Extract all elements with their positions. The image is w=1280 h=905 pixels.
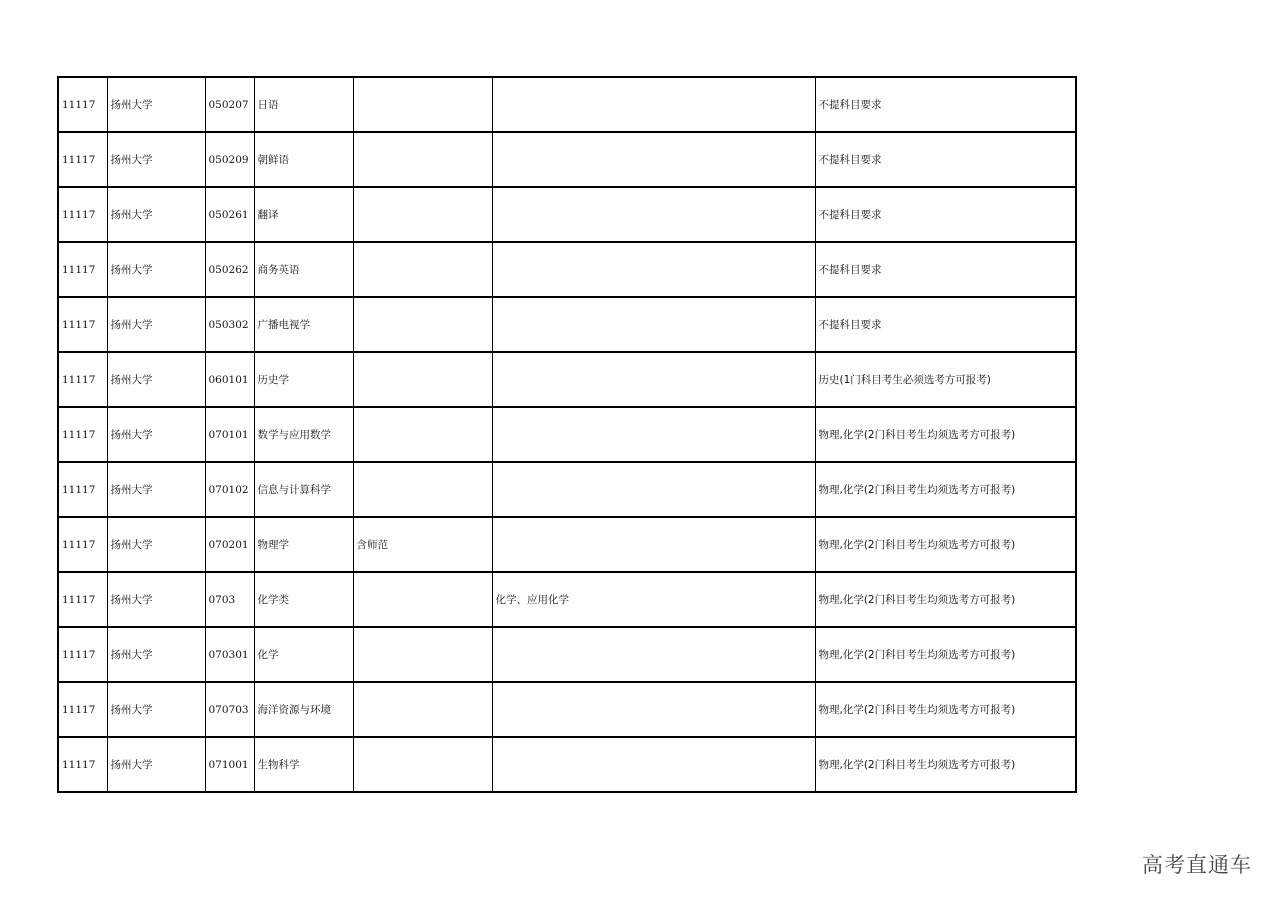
includes-majors-cell bbox=[492, 352, 815, 407]
school-name-cell: 扬州大学 bbox=[107, 132, 205, 187]
major-name-cell: 朝鲜语 bbox=[254, 132, 353, 187]
table-row bbox=[58, 297, 1076, 352]
subject-requirement-cell: 不提科目要求 bbox=[815, 187, 1076, 242]
includes-majors-cell bbox=[492, 242, 815, 297]
school-code-cell: 11117 bbox=[58, 132, 107, 187]
major-name-cell: 化学类 bbox=[254, 572, 353, 627]
includes-majors-cell bbox=[492, 297, 815, 352]
subject-requirement-cell: 物理,化学(2门科目考生均须选考方可报考) bbox=[815, 517, 1076, 572]
major-name-cell: 海洋资源与环境 bbox=[254, 682, 353, 737]
subject-requirement-cell: 不提科目要求 bbox=[815, 77, 1076, 132]
major-code-cell: 070101 bbox=[205, 407, 254, 462]
subject-requirement-cell: 物理,化学(2门科目考生均须选考方可报考) bbox=[815, 737, 1076, 792]
major-code-cell: 050302 bbox=[205, 297, 254, 352]
major-code-cell: 070201 bbox=[205, 517, 254, 572]
major-code-cell: 050262 bbox=[205, 242, 254, 297]
subject-requirement-cell: 物理,化学(2门科目考生均须选考方可报考) bbox=[815, 627, 1076, 682]
includes-majors-cell: 化学、应用化学 bbox=[492, 572, 815, 627]
major-name-cell: 生物科学 bbox=[254, 737, 353, 792]
includes-majors-cell bbox=[492, 737, 815, 792]
school-name-cell: 扬州大学 bbox=[107, 407, 205, 462]
table-row bbox=[58, 407, 1076, 462]
major-name-cell: 广播电视学 bbox=[254, 297, 353, 352]
table-row bbox=[58, 572, 1076, 627]
note-cell bbox=[353, 297, 492, 352]
note-cell bbox=[353, 77, 492, 132]
major-code-cell: 050209 bbox=[205, 132, 254, 187]
subject-requirement-cell: 历史(1门科目考生必须选考方可报考) bbox=[815, 352, 1076, 407]
major-name-cell: 信息与计算科学 bbox=[254, 462, 353, 517]
school-code-cell: 11117 bbox=[58, 682, 107, 737]
admission-requirements-table bbox=[57, 76, 1077, 793]
subject-requirement-cell: 物理,化学(2门科目考生均须选考方可报考) bbox=[815, 572, 1076, 627]
note-cell bbox=[353, 462, 492, 517]
note-cell bbox=[353, 187, 492, 242]
school-code-cell: 11117 bbox=[58, 77, 107, 132]
school-code-cell: 11117 bbox=[58, 187, 107, 242]
school-code-cell: 11117 bbox=[58, 737, 107, 792]
major-code-cell: 070301 bbox=[205, 627, 254, 682]
major-code-cell: 070703 bbox=[205, 682, 254, 737]
major-name-cell: 日语 bbox=[254, 77, 353, 132]
includes-majors-cell bbox=[492, 132, 815, 187]
school-name-cell: 扬州大学 bbox=[107, 682, 205, 737]
school-name-cell: 扬州大学 bbox=[107, 627, 205, 682]
table-row bbox=[58, 627, 1076, 682]
note-cell bbox=[353, 627, 492, 682]
table-body bbox=[58, 77, 1076, 792]
subject-requirement-cell: 不提科目要求 bbox=[815, 242, 1076, 297]
note-cell: 含师范 bbox=[353, 517, 492, 572]
school-code-cell: 11117 bbox=[58, 572, 107, 627]
major-name-cell: 化学 bbox=[254, 627, 353, 682]
major-name-cell: 物理学 bbox=[254, 517, 353, 572]
school-name-cell: 扬州大学 bbox=[107, 737, 205, 792]
school-code-cell: 11117 bbox=[58, 242, 107, 297]
table-row bbox=[58, 517, 1076, 572]
school-code-cell: 11117 bbox=[58, 407, 107, 462]
table-row bbox=[58, 352, 1076, 407]
major-name-cell: 历史学 bbox=[254, 352, 353, 407]
school-name-cell: 扬州大学 bbox=[107, 352, 205, 407]
major-code-cell: 070102 bbox=[205, 462, 254, 517]
school-code-cell: 11117 bbox=[58, 517, 107, 572]
major-code-cell: 050261 bbox=[205, 187, 254, 242]
note-cell bbox=[353, 352, 492, 407]
table-row bbox=[58, 682, 1076, 737]
note-cell bbox=[353, 407, 492, 462]
school-name-cell: 扬州大学 bbox=[107, 462, 205, 517]
major-name-cell: 商务英语 bbox=[254, 242, 353, 297]
includes-majors-cell bbox=[492, 462, 815, 517]
school-code-cell: 11117 bbox=[58, 352, 107, 407]
school-name-cell: 扬州大学 bbox=[107, 77, 205, 132]
table-row bbox=[58, 242, 1076, 297]
includes-majors-cell bbox=[492, 407, 815, 462]
major-code-cell: 050207 bbox=[205, 77, 254, 132]
table-row bbox=[58, 77, 1076, 132]
table-row bbox=[58, 462, 1076, 517]
school-code-cell: 11117 bbox=[58, 627, 107, 682]
subject-requirement-cell: 物理,化学(2门科目考生均须选考方可报考) bbox=[815, 462, 1076, 517]
major-name-cell: 数学与应用数学 bbox=[254, 407, 353, 462]
major-code-cell: 060101 bbox=[205, 352, 254, 407]
school-name-cell: 扬州大学 bbox=[107, 572, 205, 627]
note-cell bbox=[353, 132, 492, 187]
watermark-text: 高考直通车 bbox=[1142, 853, 1252, 877]
note-cell bbox=[353, 572, 492, 627]
subject-requirement-cell: 不提科目要求 bbox=[815, 297, 1076, 352]
school-code-cell: 11117 bbox=[58, 462, 107, 517]
school-name-cell: 扬州大学 bbox=[107, 297, 205, 352]
includes-majors-cell bbox=[492, 682, 815, 737]
table-row bbox=[58, 737, 1076, 792]
subject-requirement-cell: 物理,化学(2门科目考生均须选考方可报考) bbox=[815, 682, 1076, 737]
includes-majors-cell bbox=[492, 627, 815, 682]
note-cell bbox=[353, 737, 492, 792]
school-name-cell: 扬州大学 bbox=[107, 187, 205, 242]
major-code-cell: 071001 bbox=[205, 737, 254, 792]
note-cell bbox=[353, 242, 492, 297]
school-name-cell: 扬州大学 bbox=[107, 242, 205, 297]
note-cell bbox=[353, 682, 492, 737]
subject-requirement-cell: 不提科目要求 bbox=[815, 132, 1076, 187]
includes-majors-cell bbox=[492, 187, 815, 242]
major-code-cell: 0703 bbox=[205, 572, 254, 627]
subject-requirement-cell: 物理,化学(2门科目考生均须选考方可报考) bbox=[815, 407, 1076, 462]
major-name-cell: 翻译 bbox=[254, 187, 353, 242]
school-name-cell: 扬州大学 bbox=[107, 517, 205, 572]
school-code-cell: 11117 bbox=[58, 297, 107, 352]
table-row bbox=[58, 132, 1076, 187]
includes-majors-cell bbox=[492, 517, 815, 572]
includes-majors-cell bbox=[492, 77, 815, 132]
table-row bbox=[58, 187, 1076, 242]
